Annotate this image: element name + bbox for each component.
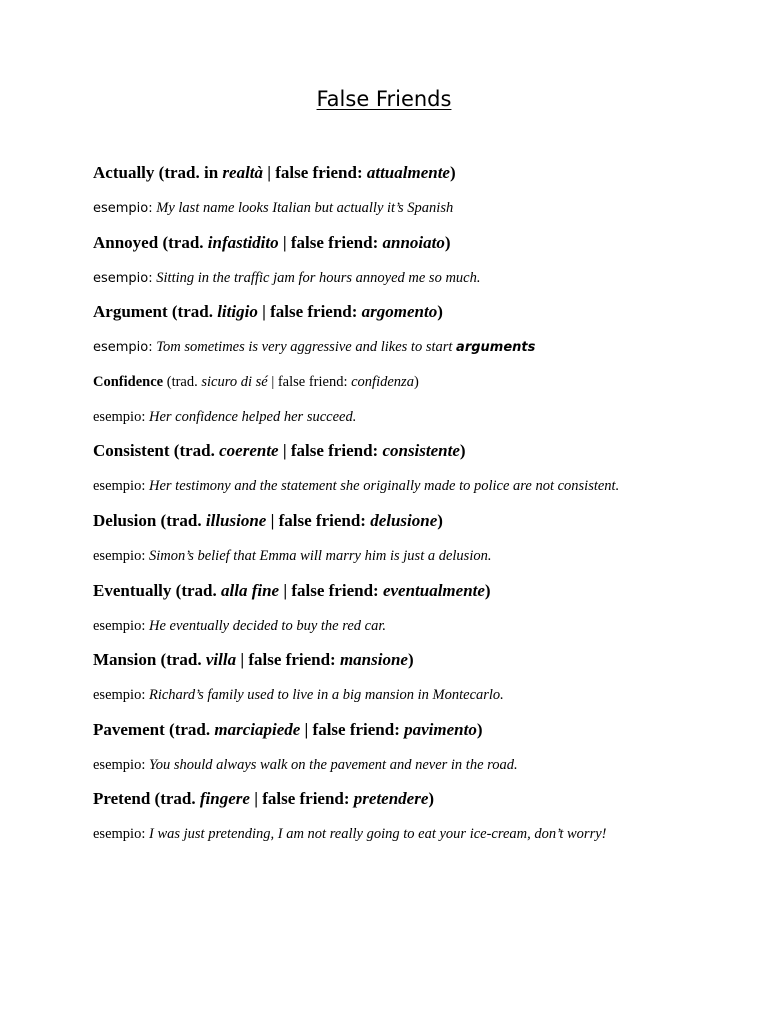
example-line — [93, 544, 713, 579]
entries-list — [93, 161, 713, 857]
false-friend-word: pretendere — [353, 789, 429, 809]
trad-prefix: trad. — [166, 650, 202, 670]
term-word: Consistent — [93, 441, 170, 461]
esempio-label: esempio: — [93, 478, 146, 495]
separator: | — [282, 232, 287, 252]
esempio-label: esempio: — [93, 687, 146, 704]
term-line: Eventually (trad. alla fine | false friend: eventualmente) — [93, 580, 491, 600]
false-friend-label: false friend: — [291, 580, 379, 600]
term-line: Delusion (trad. illusione | false friend: delusione) — [93, 510, 443, 530]
false-friend-word: mansione — [339, 650, 408, 670]
trad-prefix: trad. — [168, 232, 204, 252]
example-sentence: You should always walk on the pavement and never in the road. — [148, 756, 518, 773]
separator: | — [240, 650, 245, 670]
term-line: Confidence (trad. sicuro di sé | false friend: confidenza) — [93, 373, 419, 390]
example-sentence: My last name looks Italian but actually it’s Spanish — [156, 200, 454, 216]
term-word: Pavement — [93, 719, 165, 739]
term-word: Eventually — [93, 580, 172, 600]
translation: marciapiede — [214, 719, 301, 739]
esempio-label: esempio: — [93, 826, 146, 843]
example-sentence: Her testimony and the statement she originally made to police are not consistent. — [148, 478, 620, 495]
trad-prefix: trad. — [174, 719, 211, 739]
example-line — [93, 196, 713, 231]
esempio-label: esempio: — [93, 617, 146, 634]
example-sentence: I was just pretending, I am not really going to eat your ice-cream, don’t worry! — [148, 826, 607, 843]
esempio-label: esempio: — [93, 340, 153, 356]
term-word: Mansion — [93, 650, 157, 670]
term-line: Consistent (trad. coerente | false friend: consistente) — [93, 441, 466, 461]
example-line — [93, 266, 713, 301]
translation: villa — [205, 650, 237, 670]
separator: | — [282, 441, 287, 461]
example-line — [93, 335, 713, 370]
false-friend-label: false friend: — [312, 719, 400, 739]
translation: coerente — [219, 441, 279, 461]
trad-prefix: trad. — [179, 441, 215, 461]
false-friend-word: delusione — [370, 510, 438, 530]
false-friend-word: attualmente — [366, 163, 450, 182]
example-sentence: Tom sometimes is very aggressive and likes to start — [156, 339, 453, 356]
false-friend-label: false friend: — [275, 163, 363, 182]
example-sentence: He eventually decided to buy the red car. — [148, 617, 386, 634]
separator: | — [304, 719, 309, 739]
translation: realtà — [222, 163, 264, 182]
false-friend-label: false friend: — [248, 650, 336, 670]
example-line — [93, 614, 713, 649]
false-friend-label: false friend: — [278, 510, 366, 530]
false-friend-word: annoiato — [382, 232, 445, 252]
term-line: Annoyed (trad. infastidito | false friend: annoiato) — [93, 232, 451, 252]
translation: illusione — [205, 510, 267, 530]
example-sentence: Richard’s family used to live in a big mansion in Montecarlo. — [148, 687, 504, 704]
separator: | — [267, 163, 272, 182]
term-word: Confidence — [93, 373, 164, 390]
separator: | — [262, 302, 266, 322]
example-emphasis: arguments — [456, 340, 536, 356]
example-sentence: Simon’s belief that Emma will marry him is just a delusion. — [148, 547, 492, 564]
term-word: Argument — [93, 302, 168, 322]
translation: sicuro di sé — [201, 373, 268, 390]
term-word: Pretend — [93, 789, 151, 809]
term-word: Delusion — [93, 510, 157, 530]
translation: alla fine — [221, 580, 280, 600]
term-line: Pavement (trad. marciapiede | false friend: pavimento) — [93, 719, 483, 739]
translation: fingere — [199, 789, 250, 809]
false-friend-word: argomento — [361, 302, 438, 322]
esempio-label: esempio: — [93, 270, 153, 286]
false-friend-label: false friend: — [290, 232, 379, 252]
example-line — [93, 405, 713, 440]
trad-prefix: trad. — [177, 302, 213, 322]
example-line — [93, 683, 713, 718]
separator: | — [271, 373, 275, 390]
false-friend-word: confidenza — [351, 373, 414, 390]
term-line: Mansion (trad. villa | false friend: mansione) — [93, 650, 414, 670]
example-line — [93, 753, 713, 788]
false-friend-word: pavimento — [404, 719, 477, 739]
trad-prefix: trad. — [181, 580, 217, 600]
example-sentence: Her confidence helped her succeed. — [148, 408, 357, 425]
translation: litigio — [217, 302, 258, 322]
esempio-label: esempio: — [93, 201, 153, 216]
term-word: Actually — [93, 163, 155, 182]
example-sentence: Sitting in the traffic jam for hours annoyed me so much. — [156, 269, 481, 286]
false-friend-label: false friend: — [262, 789, 350, 809]
false-friend-word: eventualmente — [382, 580, 485, 600]
false-friend-label: false friend: — [290, 441, 379, 461]
example-line — [93, 474, 713, 509]
separator: | — [270, 510, 275, 530]
esempio-label: esempio: — [93, 756, 146, 773]
trad-prefix: trad. in — [164, 163, 219, 182]
false-friend-label: false friend: — [277, 373, 348, 390]
term-line: Pretend (trad. fingere | false friend: pretendere) — [93, 789, 435, 809]
page-title: False Friends — [316, 87, 452, 111]
term-line: Actually (trad. in realtà | false friend: attualmente) — [93, 163, 456, 182]
esempio-label: esempio: — [93, 408, 146, 425]
translation: infastidito — [207, 232, 279, 252]
false-friend-label: false friend: — [270, 302, 358, 322]
trad-prefix: trad. — [171, 373, 198, 390]
term-word: Annoyed — [93, 232, 159, 252]
false-friend-word: consistente — [382, 441, 460, 461]
trad-prefix: trad. — [160, 789, 196, 809]
example-line — [93, 822, 713, 857]
separator: | — [254, 789, 258, 809]
esempio-label: esempio: — [93, 547, 146, 564]
term-line: Argument (trad. litigio | false friend: argomento) — [93, 302, 443, 322]
separator: | — [283, 580, 288, 600]
trad-prefix: trad. — [166, 510, 202, 530]
